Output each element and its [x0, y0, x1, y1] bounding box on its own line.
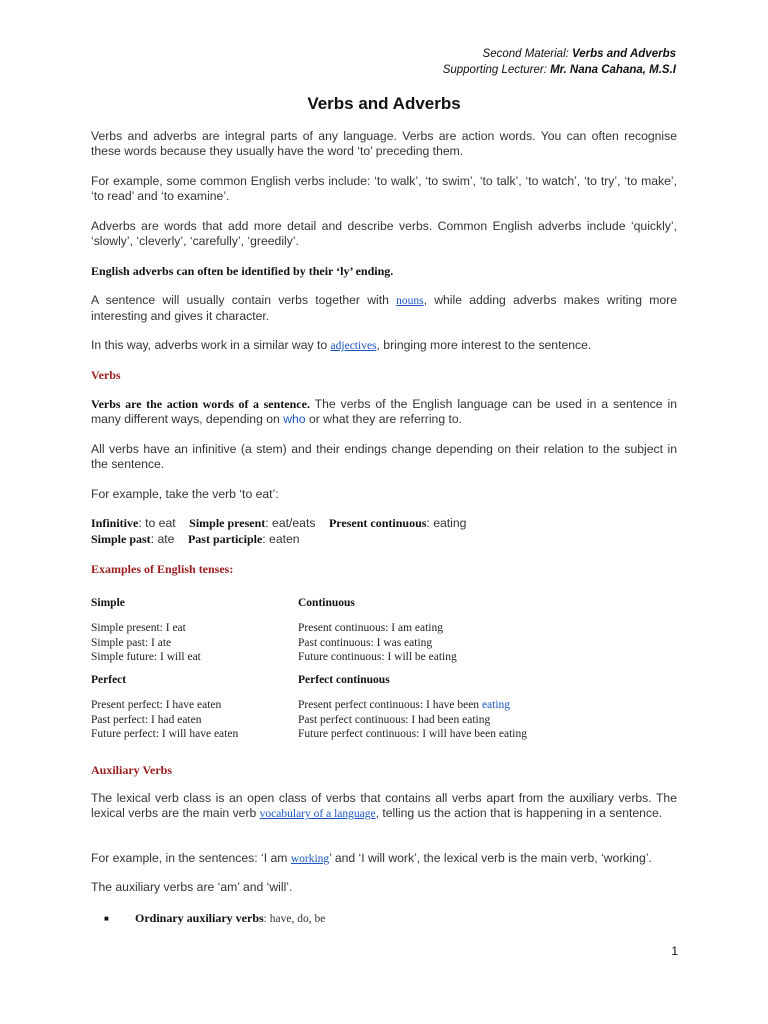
intro-paragraph-1: Verbs and adverbs are integral parts of any language. Verbs are action words. You can often recognise these words because they usually have the word ‘to’ preceding them.	[91, 129, 677, 158]
simple-tense-list	[91, 621, 201, 665]
intro-bold-note: English adverbs can often be identified by their ‘ly’ ending.	[91, 264, 394, 278]
list-item: Present perfect continuous: I have been eating	[298, 699, 511, 711]
continuous-tense-list	[298, 621, 457, 665]
intro-paragraph-6: In this way, adverbs work in a similar way to adjectives, bringing more interest to the sentence.	[91, 338, 592, 352]
verbs-paragraph-2: All verbs have an infinitive (a stem) and their endings change depending on their relation to the subject in the sentence.	[91, 442, 677, 471]
header-material-label: Second Material:	[482, 48, 573, 60]
list-item: Simple future: I will eat	[91, 651, 201, 663]
perfect-continuous-column-head: Perfect continuous	[298, 674, 390, 686]
tenses-heading: Examples of English tenses:	[91, 562, 234, 576]
list-item: Past continuous: I was eating	[298, 636, 433, 649]
list-item: Future perfect continuous: I will have been eating	[298, 728, 527, 740]
verbs-paragraph-1: Verbs are the action words of a sentence. The verbs of the English language can be used in a sentence in many different ways, depending on who or what they are referring to.	[91, 397, 677, 426]
perfect-tense-list	[91, 698, 238, 742]
list-item: Future continuous: I will be eating	[298, 651, 457, 663]
nouns-link[interactable]: nouns	[396, 295, 424, 307]
header-lecturer-label: Supporting Lecturer:	[442, 64, 551, 76]
header-material	[483, 48, 676, 60]
who-link[interactable]: who	[283, 412, 306, 426]
auxiliary-bullet-item: Ordinary auxiliary verbs: have, do, be	[135, 911, 326, 925]
header-lecturer	[443, 64, 676, 76]
list-item: Simple past: I ate	[91, 636, 172, 649]
verb-forms-line-2: Simple past: ate Past participle: eaten	[91, 532, 300, 546]
working-link[interactable]: working	[290, 853, 330, 865]
verbs-heading: Verbs	[91, 368, 121, 382]
simple-column-head: Simple	[91, 597, 125, 609]
page-title: Verbs and Adverbs	[307, 94, 461, 113]
list-item: Present continuous: I am eating	[298, 622, 443, 634]
intro-paragraph-2: For example, some common English verbs include: ‘to walk’, ‘to swim’, ‘to talk’, ‘to watch’, ‘to try’, ‘to make’, ‘to read’ and ‘to examine’.	[91, 174, 677, 203]
list-item: Simple present: I eat	[91, 622, 186, 634]
list-item: Past perfect: I had eaten	[91, 713, 202, 726]
list-item: Future perfect: I will have eaten	[91, 728, 239, 740]
eating-link[interactable]: eating	[481, 699, 511, 711]
page-number: 1	[671, 944, 678, 958]
perfect-column-head: Perfect	[91, 674, 127, 686]
intro-paragraph-3: Adverbs are words that add more detail and describe verbs. Common English adverbs include ‘quickly’, ‘slowly’, ‘cleverly’, ‘carefully’, ‘greedily’.	[91, 219, 677, 248]
list-item: Present perfect: I have eaten	[91, 699, 222, 711]
auxiliary-paragraph-2: For example, in the sentences: ‘I am working’ and ‘I will work’, the lexical verb is the main verb, ‘working’.	[91, 851, 652, 865]
auxiliary-paragraph-3: The auxiliary verbs are ‘am’ and ‘will’.	[91, 880, 293, 894]
auxiliary-paragraph-1: The lexical verb class is an open class of verbs that contains all verbs apart from the auxiliary verbs. The lexical verbs are the main verb vocabulary of a language, telling us the action that is happening in a sentence.	[91, 791, 677, 820]
verb-forms-line-1: Infinitive: to eat Simple present: eat/eats Present continuous: eating	[91, 516, 467, 530]
square-bullet-icon: ■	[104, 914, 109, 923]
auxiliary-heading: Auxiliary Verbs	[91, 763, 173, 777]
header-material-value: Verbs and Adverbs	[572, 48, 676, 60]
vocabulary-link[interactable]: vocabulary of a language	[259, 808, 376, 820]
list-item: Past perfect continuous: I had been eating	[298, 713, 491, 726]
continuous-column-head: Continuous	[298, 597, 355, 609]
perfect-continuous-tense-list	[298, 698, 527, 742]
adjectives-link[interactable]: adjectives	[330, 340, 377, 352]
intro-paragraph-5: A sentence will usually contain verbs together with nouns, while adding adverbs makes writing more interesting and gives it character.	[91, 293, 677, 323]
header-lecturer-value: Mr. Nana Cahana, M.S.I	[550, 64, 676, 76]
verbs-paragraph-3: For example, take the verb ‘to eat’:	[91, 487, 279, 501]
